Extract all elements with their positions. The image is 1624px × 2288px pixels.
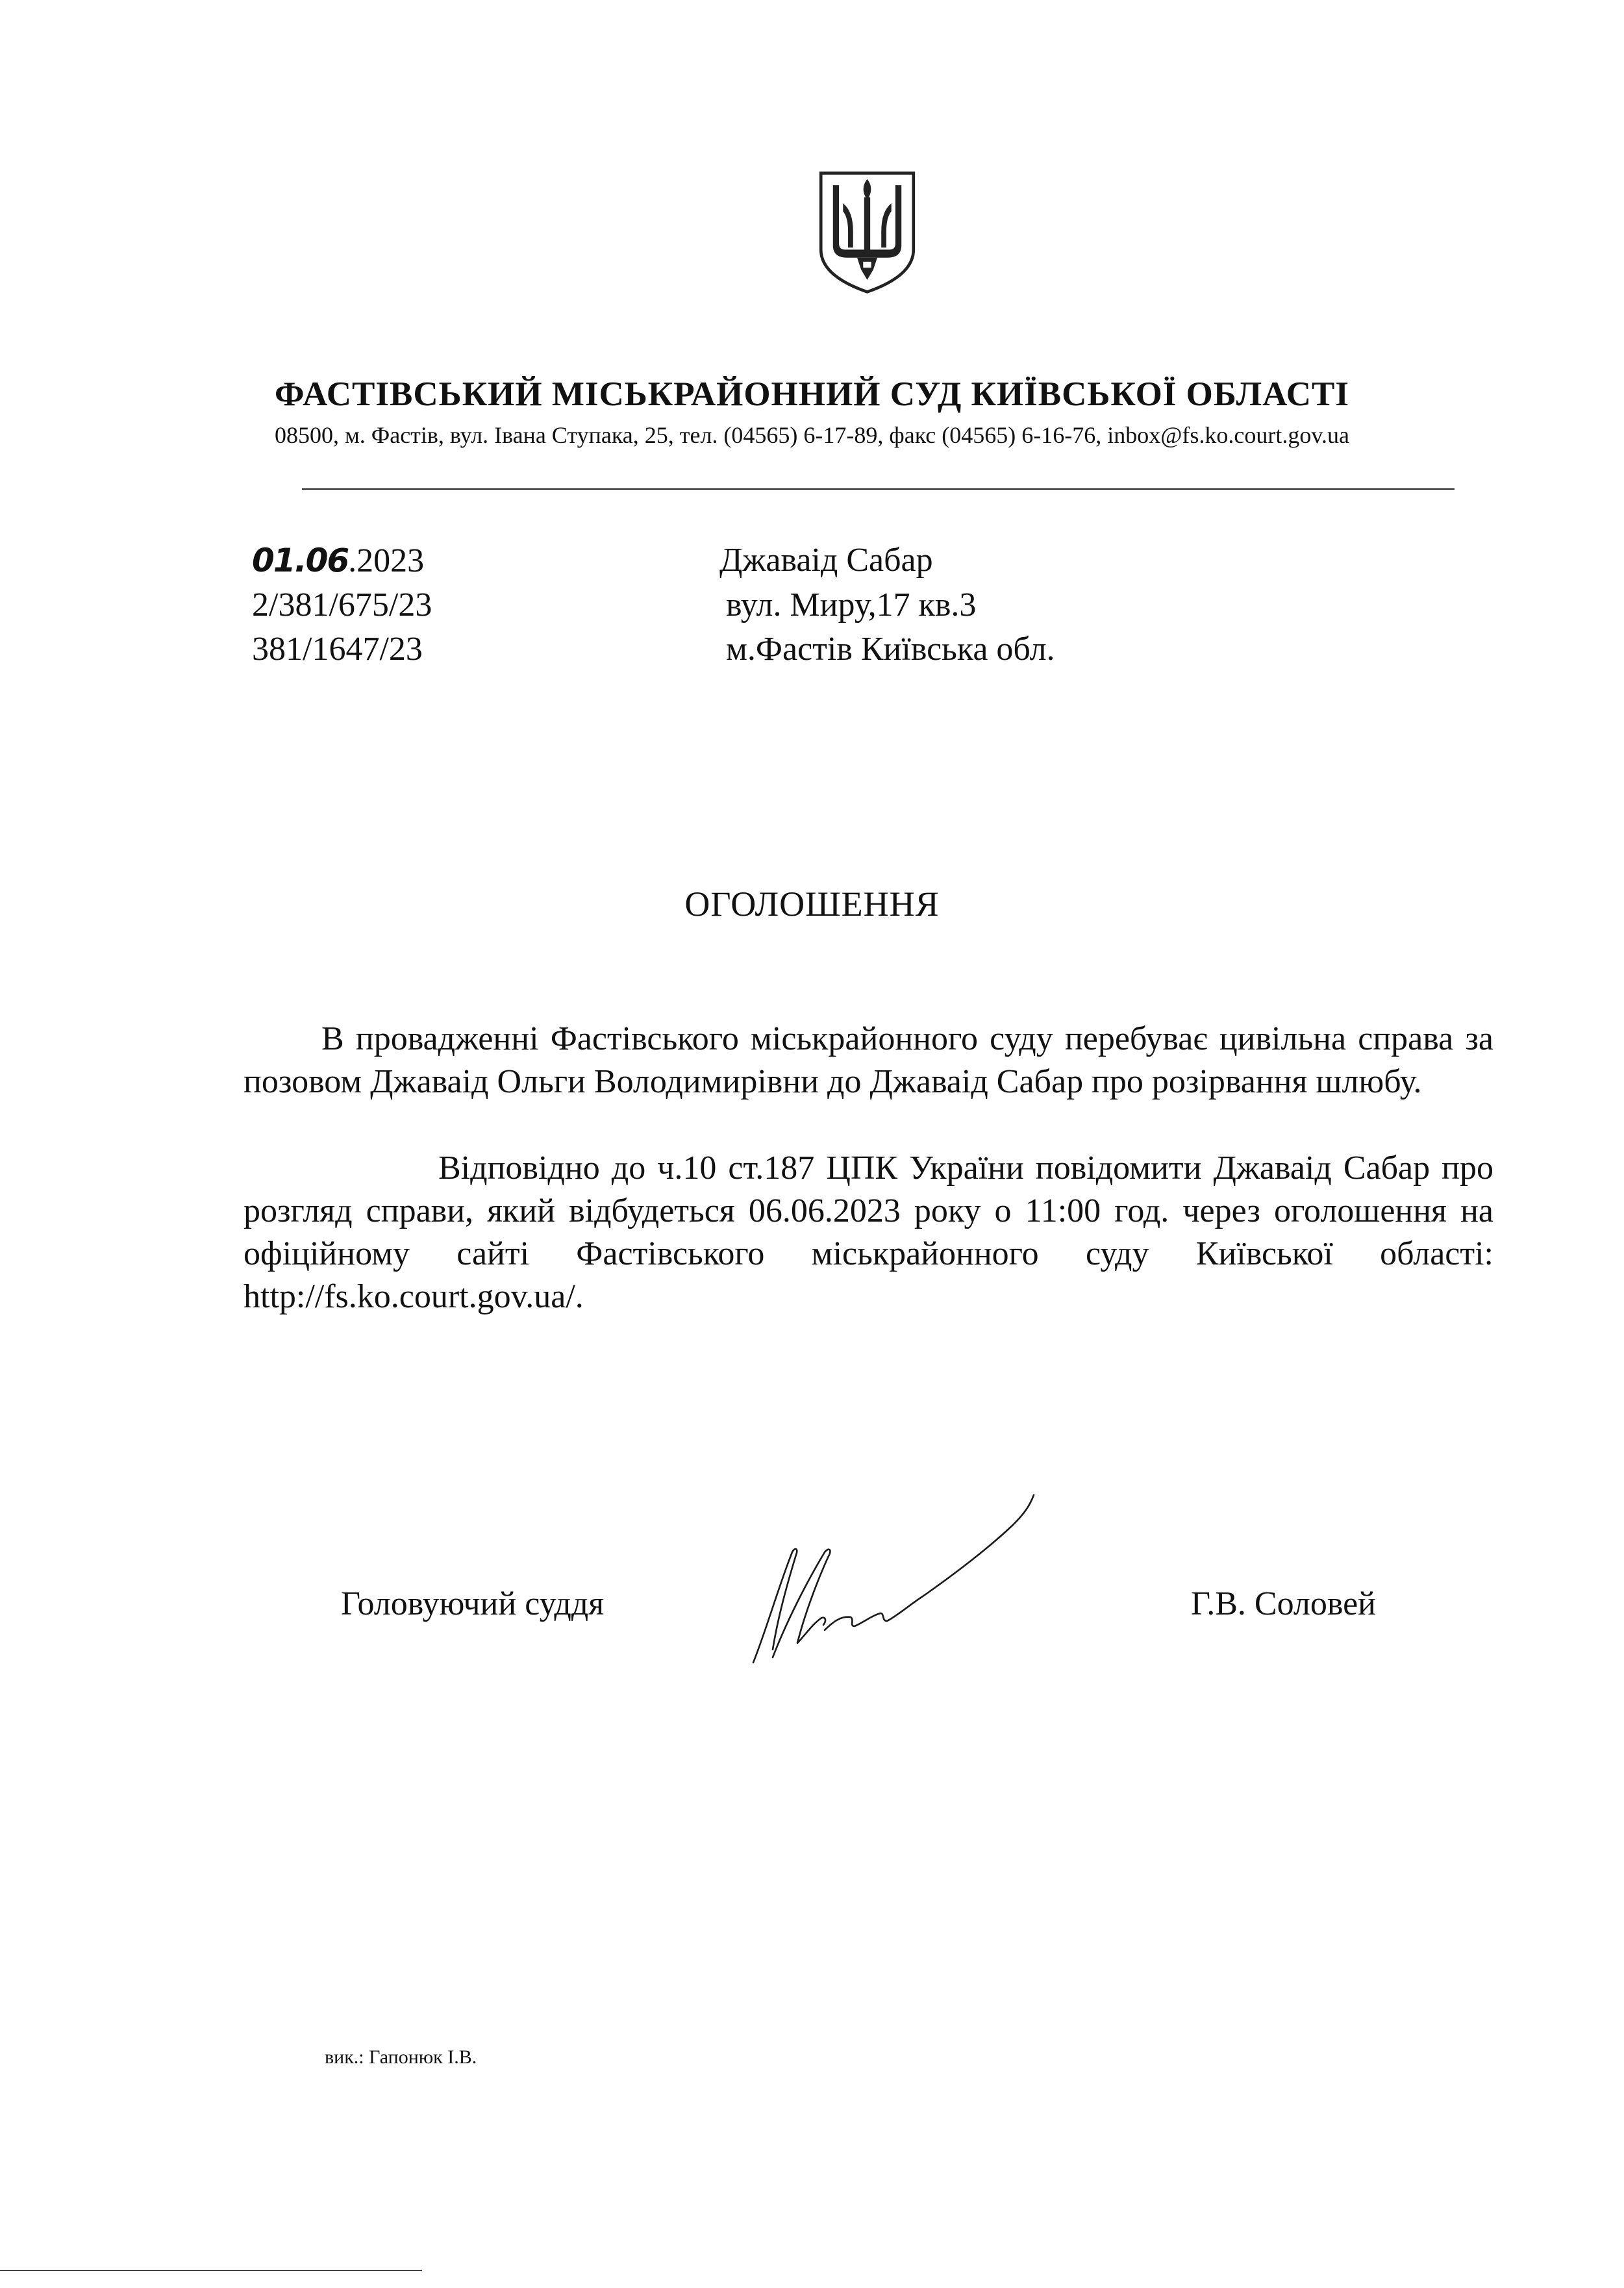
- court-name: ФАСТІВСЬКИЙ МІСЬКРАЙОННИЙ СУД КИЇВСЬКОЇ ОБЛАСТІ: [274, 375, 1350, 413]
- scan-edge-line: [0, 2270, 422, 2271]
- handwritten-signature-icon: [727, 1474, 1065, 1669]
- addressee-street: вул. Миру,17 кв.3: [726, 586, 977, 623]
- date-printed: .2023: [348, 542, 425, 579]
- body-paragraph-2: Відповідно до ч.10 ст.187 ЦПК України повідомити Джаваід Сабар про розгляд справи, який відбудеться 06.06.2023 року о 11:00 год. через оголошення на офіційному сайті Фастівського міськрайонного суду Київської області: http://fs.ko.court.gov.ua/.: [244, 1150, 1493, 1315]
- addressee-city: м.Фастів Київська обл.: [726, 631, 1055, 668]
- header-divider: [302, 488, 1455, 490]
- reference-number-2: 381/1647/23: [252, 631, 423, 668]
- reference-number-1: 2/381/675/23: [252, 586, 432, 623]
- body-paragraph-1: В провадженні Фастівського міськрайонного суду перебуває цивільна справа за позовом Джаваід Ольги Володимирівни до Джаваід Сабар про розірвання шлюбу.: [244, 1020, 1493, 1100]
- document-title: ОГОЛОШЕННЯ: [684, 885, 940, 924]
- trident-emblem-icon: [817, 169, 918, 296]
- judge-title: Головуючий суддя: [341, 1585, 605, 1622]
- addressee-name: Джаваід Сабар: [719, 542, 933, 579]
- judge-name: Г.В. Соловей: [1191, 1585, 1376, 1622]
- document-date: [252, 541, 424, 581]
- date-handwritten: 01.06: [252, 542, 349, 579]
- court-address: 08500, м. Фастів, вул. Івана Ступака, 25, тел. (04565) 6-17-89, факс (04565) 6-16-76, inbox@fs.ko.court.gov.ua: [275, 422, 1349, 448]
- executor-note: вик.: Гапонюк І.В.: [325, 2046, 477, 2068]
